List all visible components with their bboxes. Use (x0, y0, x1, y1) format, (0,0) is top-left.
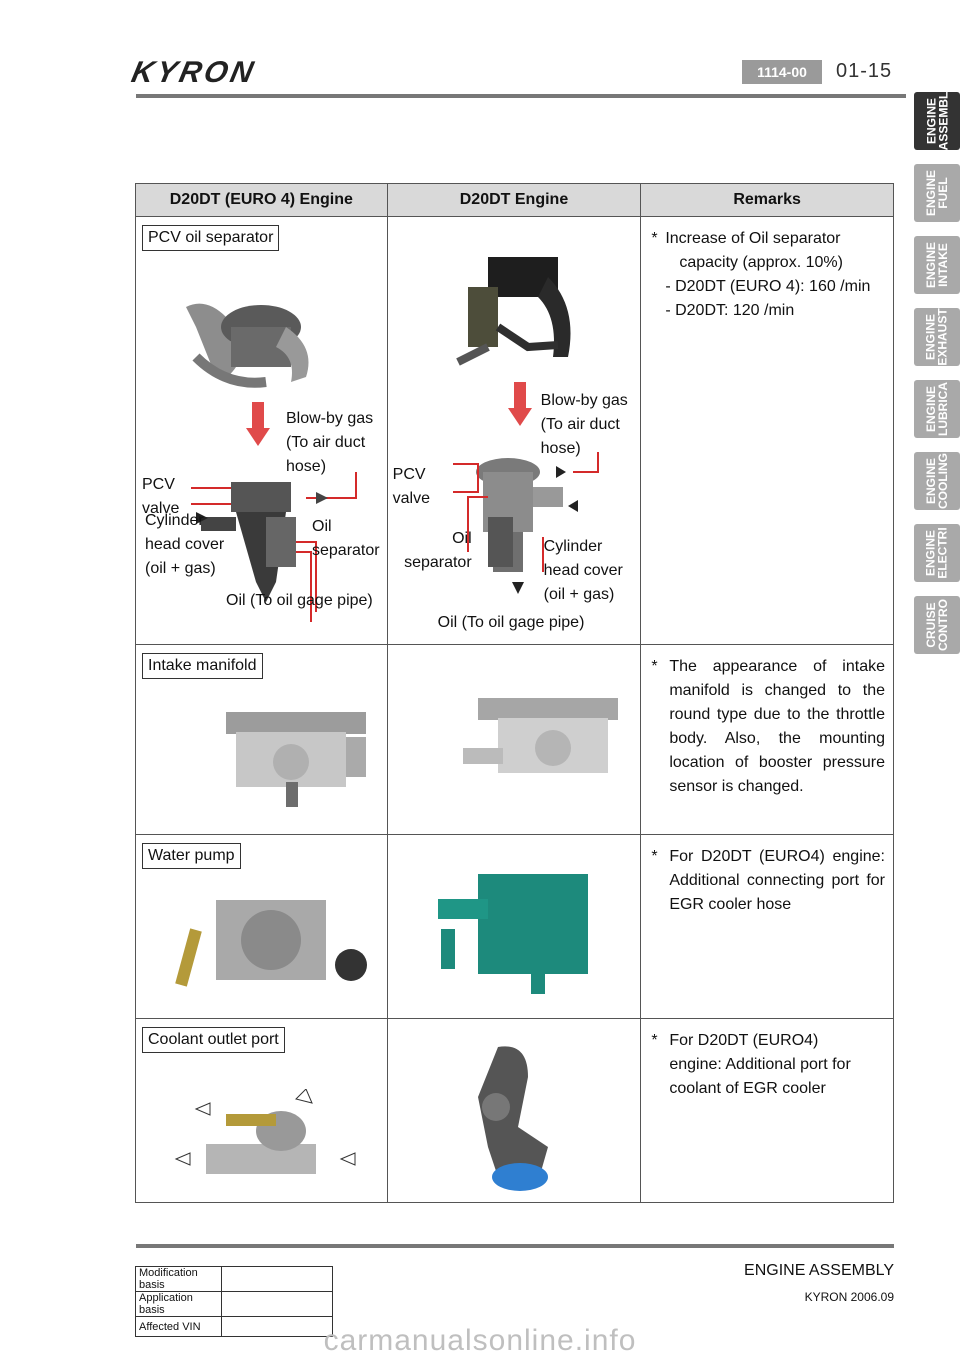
pcv-remarks: * Increase of Oil separator capacity (approx. 10%) - D20DT (EURO 4): 160 /min - D20DT: 120 /min (651, 227, 885, 323)
table-row (136, 645, 894, 835)
bullet-star: * (651, 848, 658, 865)
row-label: Intake manifold (142, 653, 263, 679)
affected-vin-label: Affected VIN (136, 1317, 222, 1337)
section-code-badge: 1114-00 (742, 60, 822, 84)
waterpump-remarks: * For D20DT (EURO4) engine: Additional connecting port for EGR cooler hose (651, 845, 885, 917)
table-row (136, 1292, 333, 1317)
tab-engine-exhaust[interactable]: ENGINE EXHAUST (914, 308, 960, 366)
coolant-d20dt-photo (458, 1037, 578, 1197)
footer-rule (136, 1244, 894, 1248)
pcv-euro4-photo (176, 287, 336, 397)
mid-pcv-label: PCV valve (392, 466, 431, 507)
table-header-row (136, 184, 894, 217)
header-remarks: Remarks (641, 184, 894, 217)
waterpump-remarks-cell (641, 835, 894, 1019)
left-oil-pipe-label: Oil (To oil gage pipe) (226, 592, 373, 609)
intake-d20dt-photo (458, 693, 628, 803)
modification-basis-label: Modification basis (136, 1267, 222, 1292)
tab-engine-intake[interactable]: ENGINE INTAKE (914, 236, 960, 294)
header-euro4: D20DT (EURO 4) Engine (136, 184, 388, 217)
intake-euro4-photo (216, 707, 376, 817)
footer-title: ENGINE ASSEMBLY (744, 1262, 894, 1279)
left-oil-separator-label: Oil separator (312, 518, 380, 559)
left-cylinder-label: Cylinder head cover (oil + gas) (145, 512, 225, 577)
intake-remarks: * The appearance of intake manifold is changed to the round type due to the throttle body. Also, the mounting location of booster pressure sensor is changed. (651, 655, 885, 799)
blowby-arrow (246, 402, 270, 446)
kyron-logo: KYRON (128, 56, 259, 89)
row-label: Coolant outlet port (142, 1027, 285, 1053)
waterpump-euro4-cell (136, 835, 388, 1019)
pcv-remarks-cell (641, 217, 894, 645)
intake-d20dt-cell (387, 645, 641, 835)
bullet-star: * (651, 1032, 658, 1049)
tab-engine-lubrication[interactable]: ENGINE LUBRICA (914, 380, 960, 438)
pcv-euro4-cell (136, 217, 388, 645)
coolant-d20dt-cell (387, 1019, 641, 1203)
coolant-remarks-cell (641, 1019, 894, 1203)
table-row (136, 217, 894, 645)
mid-oil-separator-label: Oil separator (404, 530, 472, 571)
bullet-star: * (651, 658, 658, 675)
page-number: 01-15 (836, 60, 893, 82)
row-label: PCV oil separator (142, 225, 279, 251)
left-blowby-label: Blow-by gas (To air duct hose) (286, 410, 374, 475)
application-basis-label: Application basis (136, 1292, 222, 1317)
tab-engine-fuel[interactable]: ENGINE FUEL (914, 164, 960, 222)
intake-remarks-cell (641, 645, 894, 835)
tab-cruise-control[interactable]: CRUISE CONTRO (914, 596, 960, 654)
mid-cylinder-label: Cylinder head cover (oil + gas) (543, 538, 623, 603)
header-d20dt: D20DT Engine (387, 184, 641, 217)
row-label: Water pump (142, 843, 241, 869)
modification-basis-value (222, 1267, 333, 1292)
blowby-arrow-2 (508, 382, 532, 426)
footer-date: KYRON 2006.09 (804, 1290, 894, 1304)
waterpump-d20dt-photo (428, 859, 608, 999)
tab-engine-assembly[interactable]: ENGINE ASSEMBL (914, 92, 960, 150)
comparison-table (135, 183, 894, 1203)
left-pcv-label: PCV valve (142, 476, 180, 517)
tab-engine-electric[interactable]: ENGINE ELECTRI (914, 524, 960, 582)
application-basis-value (222, 1292, 333, 1317)
mid-blowby-label: Blow-by gas (To air duct hose) (540, 392, 628, 457)
waterpump-euro4-photo (166, 885, 376, 1005)
pcv-d20dt-photo (448, 247, 588, 377)
table-row (136, 835, 894, 1019)
coolant-euro4-photo (166, 1089, 366, 1189)
intake-euro4-cell (136, 645, 388, 835)
coolant-remarks: * For D20DT (EURO4) engine: Additional port for coolant of EGR cooler (651, 1029, 885, 1101)
mid-oil-pipe-label: Oil (To oil gage pipe) (437, 614, 585, 631)
coolant-euro4-cell (136, 1019, 388, 1203)
bullet-star: * (651, 230, 658, 247)
waterpump-d20dt-cell (387, 835, 641, 1019)
header-rule (136, 94, 906, 98)
table-row (136, 1267, 333, 1292)
section-tabs (914, 92, 960, 668)
pcv-d20dt-cell (387, 217, 641, 645)
tab-engine-cooling[interactable]: ENGINE COOLING (914, 452, 960, 510)
table-row (136, 1019, 894, 1203)
watermark: carmanualsonline.info (323, 1324, 637, 1357)
